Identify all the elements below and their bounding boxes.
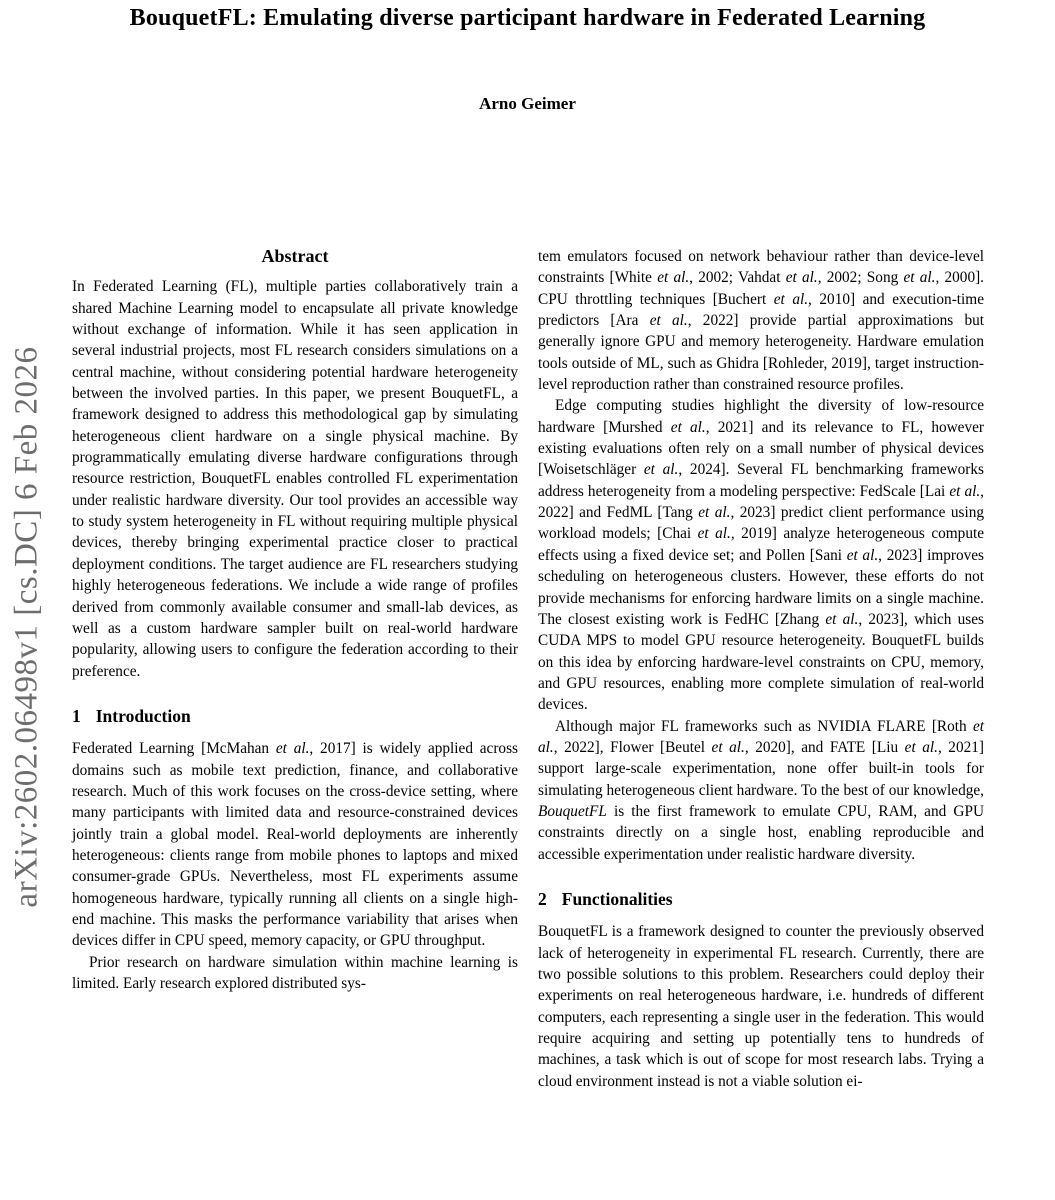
- arxiv-watermark: arXiv:2602.06498v1 [cs.DC] 6 Feb 2026: [8, 346, 45, 908]
- abstract-heading: Abstract: [261, 246, 329, 266]
- right-column: [538, 246, 984, 1092]
- abstract-text: In Federated Learning (FL), multiple parties collaboratively train a shared Machine Learning model to encapsulate all private knowledge without exchange of information. While it has seen application in several industrial projects, most FL research considers simulations on a central machine, without considering potential hardware heterogeneity between the involved parties. In this paper, we present BouquetFL, a framework designed to address this methodological gap by simulating heterogeneous client hardware on a single physical machine. By programmatically emulating diverse hardware configurations through resource restriction, BouquetFL enables controlled FL experimentation under realistic hardware diversity. Our tool provides an accessible way to study system heterogeneity in FL without requiring multiple physical devices, thereby bringing experimental practice closer to practical deployment conditions. The target audience are FL researchers studying highly heterogeneous federations. We include a wide range of profiles derived from commonly available consumer and small-lab devices, as well as a custom hardware sampler built on real-world hardware popularity, allowing users to configure the federation according to their preference.: [72, 278, 518, 680]
- section-2-heading: [538, 889, 984, 910]
- section-1-heading: [72, 706, 518, 727]
- intro-paragraph-1: Federated Learning [McMahan et al., 2017] is widely applied across domains such as mobile text prediction, finance, and collaborative research. Much of this work focuses on the cross-device setting, where many participants with limited data and resource-constrained devices jointly train a global model. Real-world deployments are inherently heterogeneous: clients range from mobile phones to laptops and mixed consumer-grade GPUs. Nevertheless, most FL experiments assume homogeneous hardware, typically running all clients on a single high-end machine. This masks the performance variability that arises when devices differ in CPU speed, memory capacity, or GPU throughput.: [72, 740, 518, 950]
- intro-paragraph-2-continued: tem emulators focused on network behaviour rather than device-level constraints [White et al., 2002; Vahdat et al., 2002; Song et al., 2000]. CPU throttling techniques [Buchert et al., 2010] and execution-time predictors [Ara et al., 2022] provide partial approximations but generally ignore GPU and memory heterogeneity. Hardware emulation tools outside of ML, such as Ghidra [Rohleder, 2019], target instruction-level reproduction rather than constrained resource profiles.: [538, 248, 985, 394]
- intro-paragraph-2: Prior research on hardware simulation within machine learning is limited. Early research explored distributed sys-: [72, 953, 518, 992]
- section-2-number: 2: [538, 888, 547, 909]
- paper-header: [0, 0, 1055, 114]
- section-1-number: 1: [72, 705, 81, 726]
- functionalities-paragraph-1: BouquetFL is a framework designed to counter the previously observed lack of heterogeneity in experimental FL research. Currently, there are two possible solutions to this problem. Researchers could deploy their experiments on real heterogeneous hardware, i.e. hundreds of different computers, each representing a single user in the federation. This would require acquiring and setting up potentially tens to hundreds of machines, a task which is out of scope for most research labs. Trying a cloud environment instead is not a viable solution ei-: [538, 923, 984, 1090]
- intro-paragraph-3: Edge computing studies highlight the diversity of low-resource hardware [Murshed et al., 2021] and its relevance to FL, however existing evaluations often rely on a small number of physical devices [Woisetschläger et al., 2024]. Several FL benchmarking frameworks address heterogeneity from a modeling perspective: FedScale [Lai et al., 2022] and FedML [Tang et al., 2023] predict client performance using workload models; [Chai et al., 2019] analyze heterogeneous compute effects using a fixed device set; and Pollen [Sani et al., 2023] improves scheduling on heterogeneous clusters. However, these efforts do not provide mechanisms for enforcing hardware limits on a single machine. The closest existing work is FedHC [Zhang et al., 2023], which uses CUDA MPS to model GPU resource heterogeneity. BouquetFL builds on this idea by enforcing hardware-level constraints on CPU, memory, and GPU resources, enabling more complete simulation of real-world devices.: [538, 397, 985, 714]
- author-name: Arno Geimer: [479, 94, 576, 113]
- section-1-title: Introduction: [95, 705, 191, 726]
- section-2-title: Functionalities: [561, 888, 673, 909]
- left-column: [72, 246, 518, 1092]
- intro-paragraph-4: Although major FL frameworks such as NVIDIA FLARE [Roth et al., 2022], Flower [Beutel et al., 2020], and FATE [Liu et al., 2021] support large-scale experimentation, none offer built-in tools for simulating heterogeneous client hardware. To the best of our knowledge, BouquetFL is the first framework to emulate CPU, RAM, and GPU constraints directly on a single host, enabling reproducible and accessible experimentation under realistic hardware diversity.: [538, 717, 984, 863]
- paper-title: BouquetFL: Emulating diverse participant hardware in Federated Learning: [129, 5, 926, 31]
- two-column-body: [72, 246, 984, 1092]
